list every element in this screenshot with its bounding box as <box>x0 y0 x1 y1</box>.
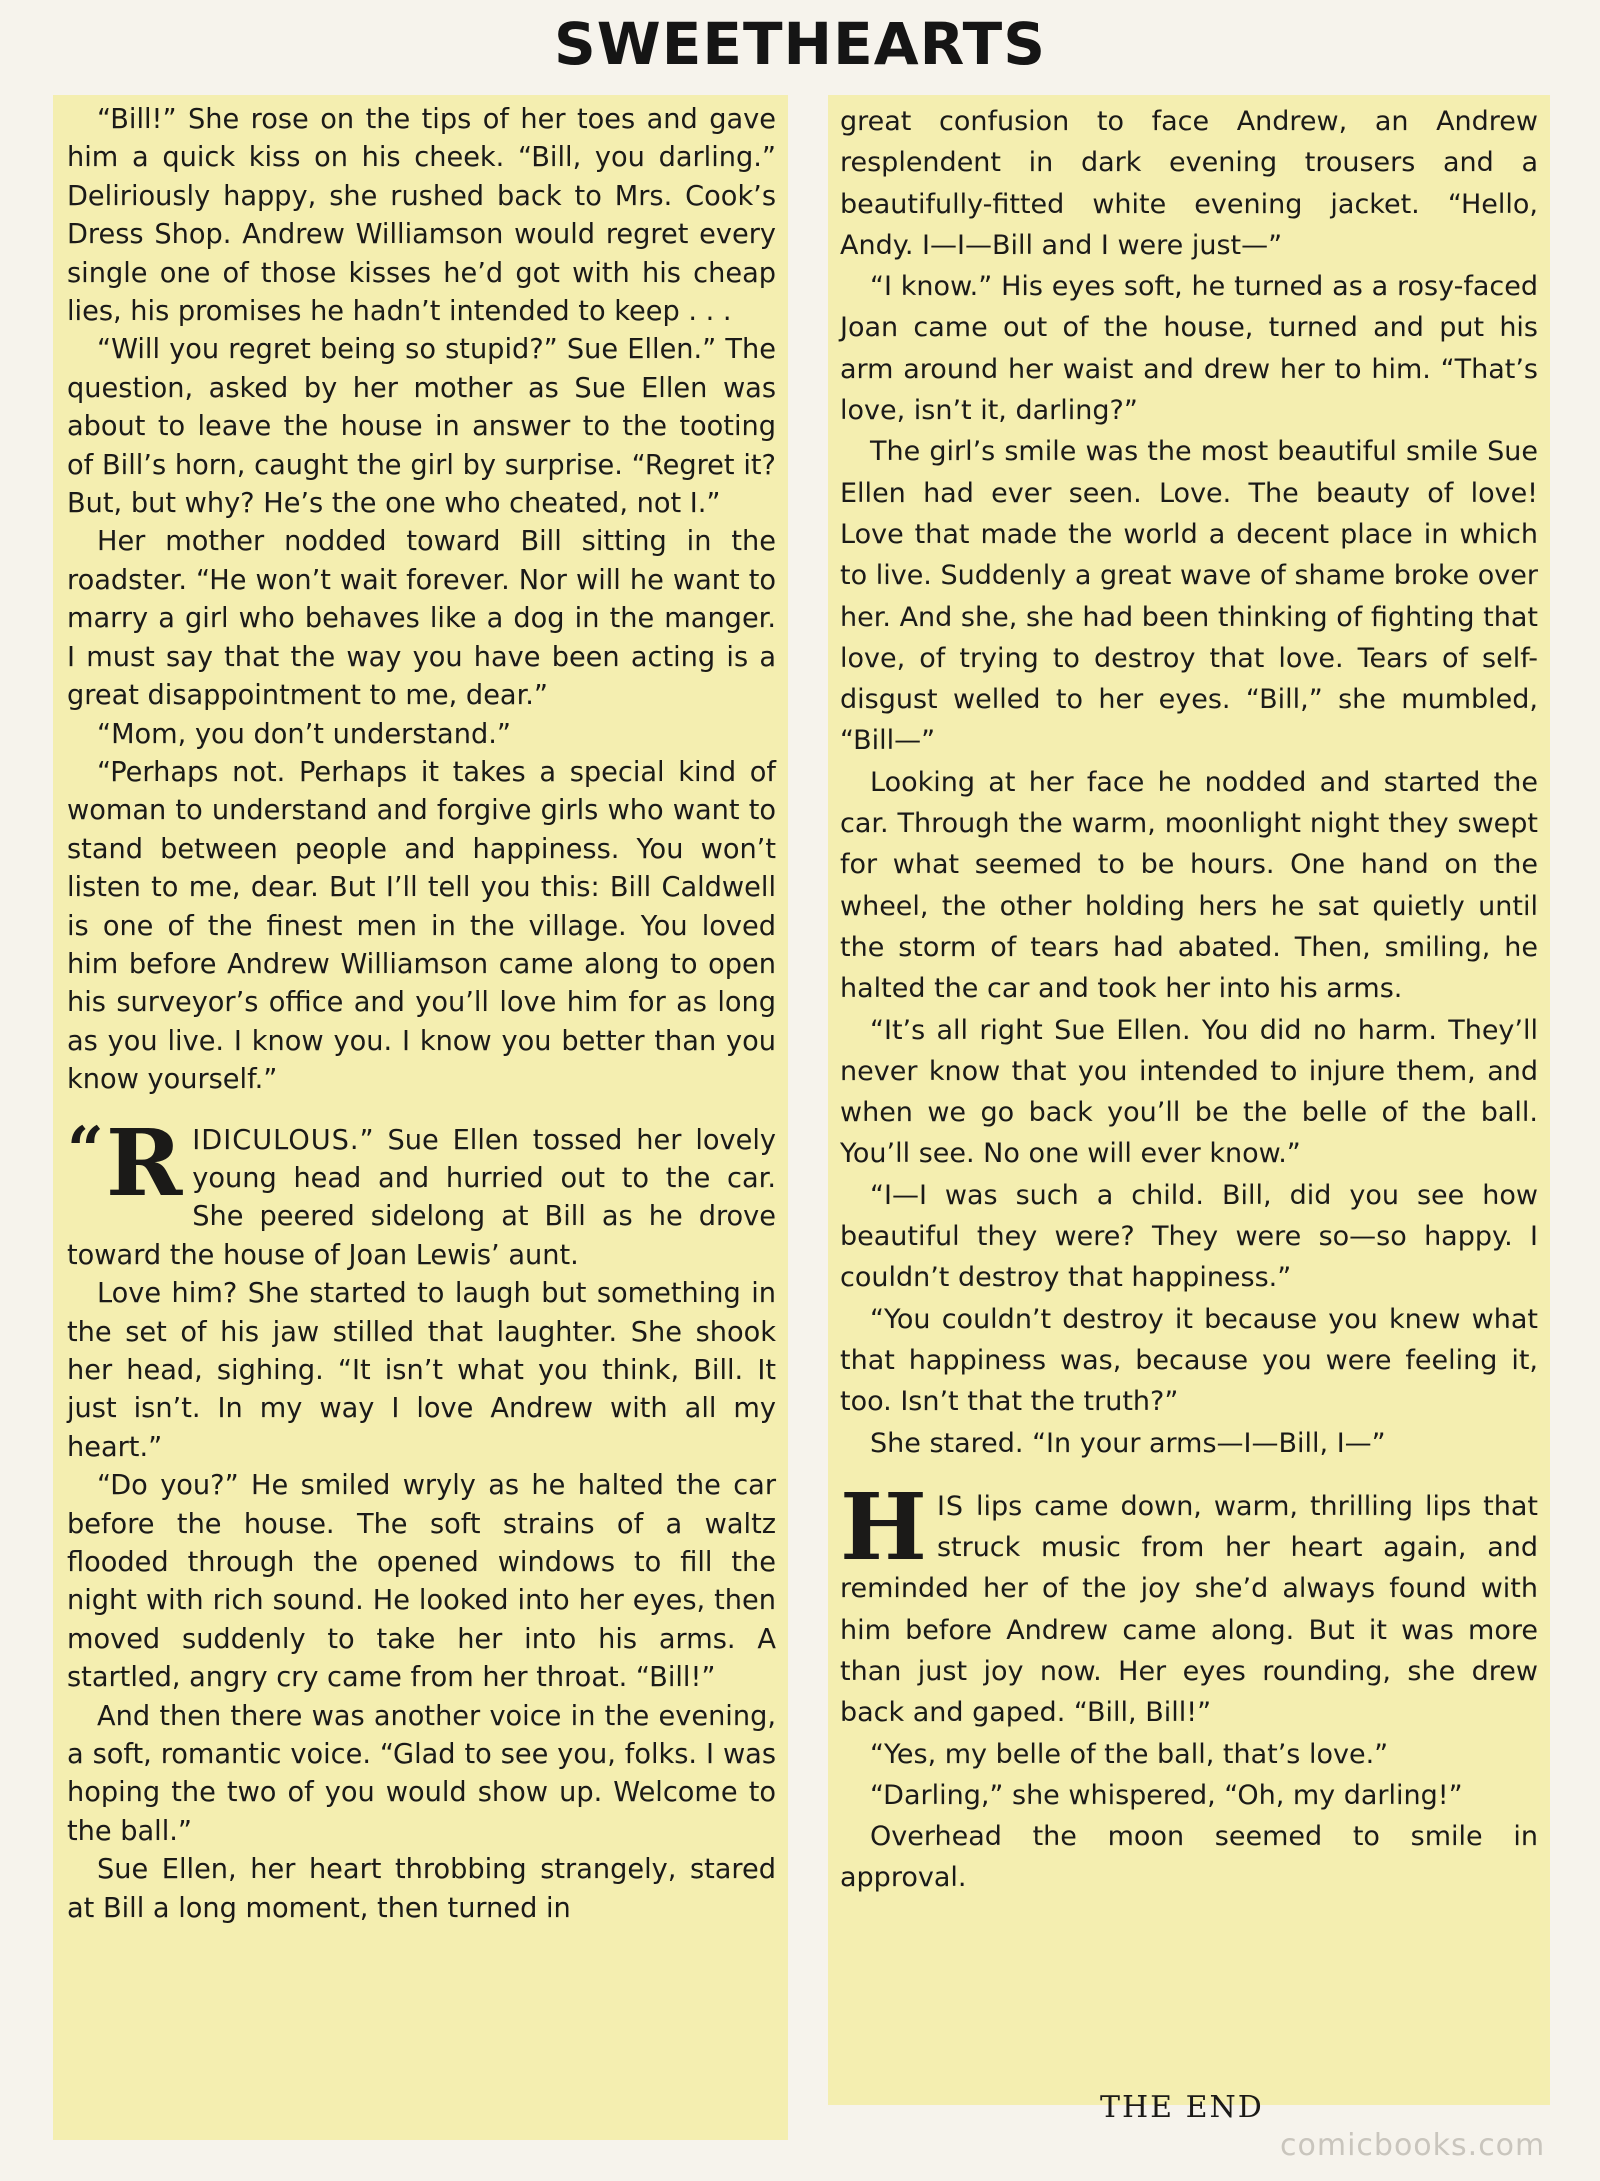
paragraph: And then there was another voice in the evening, a soft, romantic voice. “Glad to see you, folks. I was hoping the two of you would show up. Welcome to the ball.” <box>67 1700 776 1847</box>
opening-quote-mark: “ <box>67 1112 104 1188</box>
paragraph: Sue Ellen, her heart throbbing strangely, stared at Bill a long moment, then turned in <box>67 1854 776 1924</box>
paragraph: Her mother nodded toward Bill sitting in the roadster. “He won’t wait forever. Nor will he want to marry a girl who behaves like a dog in the manger. I must say that the way you have been acting is a great disappointment to me, dear.” <box>67 526 776 712</box>
paragraph: “Bill!” She rose on the tips of her toes and gave him a quick kiss on his cheek. “Bill, you darling.” Deliriously happy, she rushed back to Mrs. Cook’s Dress Shop. Andrew Williamson would regret every single one of those kisses he’d got with his cheap lies, his promises he hadn’t intended to keep . . . <box>67 104 776 328</box>
paragraph: “Perhaps not. Perhaps it takes a special kind of woman to understand and forgive girls who want to stand between people and happiness. You won’t listen to me, dear. But I’ll tell you this: Bill Caldwell is one of the finest men in the village. You loved him before Andrew Williamson came along to open his surveyor’s office and you’ll love him for as long as you live. I know you. I know you better than you know yourself.” <box>67 756 776 1096</box>
paragraph: “It’s all right Sue Ellen. You did no harm. They’ll never know that you intended to injure them, and when we go back you’ll be the belle of the ball. You’ll see. No one will ever know.” <box>840 1014 1538 1170</box>
paragraph: “You couldn’t destroy it because you knew what that happiness was, because you were feeling it, too. Isn’t that the truth?” <box>840 1303 1538 1418</box>
paragraph: “Darling,” she whispered, “Oh, my darling!” <box>870 1779 1463 1811</box>
paragraph: “Mom, you don’t understand.” <box>97 718 511 750</box>
paragraph: “I—I was such a child. Bill, did you see how beautiful they were? They were so—so happy. I couldn’t destroy that happiness.” <box>840 1179 1538 1294</box>
paragraph: Love him? She started to laugh but something in the set of his jaw stilled that laughter. She shook her head, sighing. “It isn’t what you think, Bill. It just isn’t. In my way I love Andrew with all my heart.” <box>67 1278 776 1463</box>
page-title: SWEETHEARTS <box>554 10 1046 78</box>
paragraph-text: ” Sue Ellen tossed her lovely young head and hurried out to the car. She peered sidelong at Bill as he drove toward the house of Joan Lewis’ aunt. <box>67 1124 776 1271</box>
small-caps-lead: IDICULOUS. <box>192 1124 360 1156</box>
paragraph: “Yes, my belle of the ball, that’s love.” <box>870 1738 1389 1770</box>
paragraph: “Will you regret being so stupid?” Sue Ellen.” The question, asked by her mother as Sue Ellen was about to leave the house in answer to the tooting of Bill’s horn, caught the girl by surprise. “Regret it? But, but why? He’s the one who cheated, not I.” <box>67 334 776 520</box>
paragraph: “I know.” His eyes soft, he turned as a rosy-faced Joan came out of the house, turned and put his arm around her waist and drew her to him. “That’s love, isn’t it, darling?” <box>840 271 1538 427</box>
small-caps-lead: IS <box>936 1490 965 1522</box>
paragraph: The girl’s smile was the most beautiful smile Sue Ellen had ever seen. Love. The beauty of love! Love that made the world a decent place in which to live. Suddenly a great wave of shame broke over her. And she, she had been thinking of fighting that love, of trying to destroy that love. Tears of self-disgust welled to her eyes. “Bill,” she mumbled, “Bill—” <box>840 436 1538 757</box>
drop-cap-letter: H <box>840 1472 927 1581</box>
the-end-label: THE END <box>1100 2090 1264 2125</box>
paragraph: great confusion to face Andrew, an Andrew resplendent in dark evening trousers and a beautifully-fitted white evening jacket. “Hello, Andy. I—I—Bill and I were just—” <box>840 106 1538 261</box>
section-opening-paragraph <box>67 1108 776 1276</box>
paragraph: Overhead the moon seemed to smile in approval. <box>840 1821 1538 1894</box>
paragraph: She stared. “In your arms—I—Bill, I—” <box>870 1427 1386 1459</box>
paragraph-text: lips came down, warm, thrilling lips that struck music from her heart again, and reminded her of the joy she’d always found with him before Andrew came along. But it was more than just joy now. Her eyes rounding, she drew back and gaped. “Bill, Bill!” <box>840 1490 1538 1729</box>
left-text-column <box>53 95 788 2140</box>
paragraph: Looking at her face he nodded and started the car. Through the warm, moonlight night they swept for what seemed to be hours. One hand on the wheel, the other holding hers he sat quietly until the storm of tears had abated. Then, smiling, he halted the car and took her into his arms. <box>840 766 1538 1005</box>
right-text-column <box>828 95 1550 2105</box>
section-opening-paragraph <box>840 1472 1538 1734</box>
drop-cap-letter: R <box>105 1108 183 1217</box>
paragraph: “Do you?” He smiled wryly as he halted the car before the house. The soft strains of a waltz flooded through the opened windows to fill the night with rich sound. He looked into her eyes, then moved suddenly to take her into his arms. A startled, angry cry came from her throat. “Bill!” <box>67 1470 776 1694</box>
watermark: comicbooks.com <box>1280 2128 1546 2163</box>
